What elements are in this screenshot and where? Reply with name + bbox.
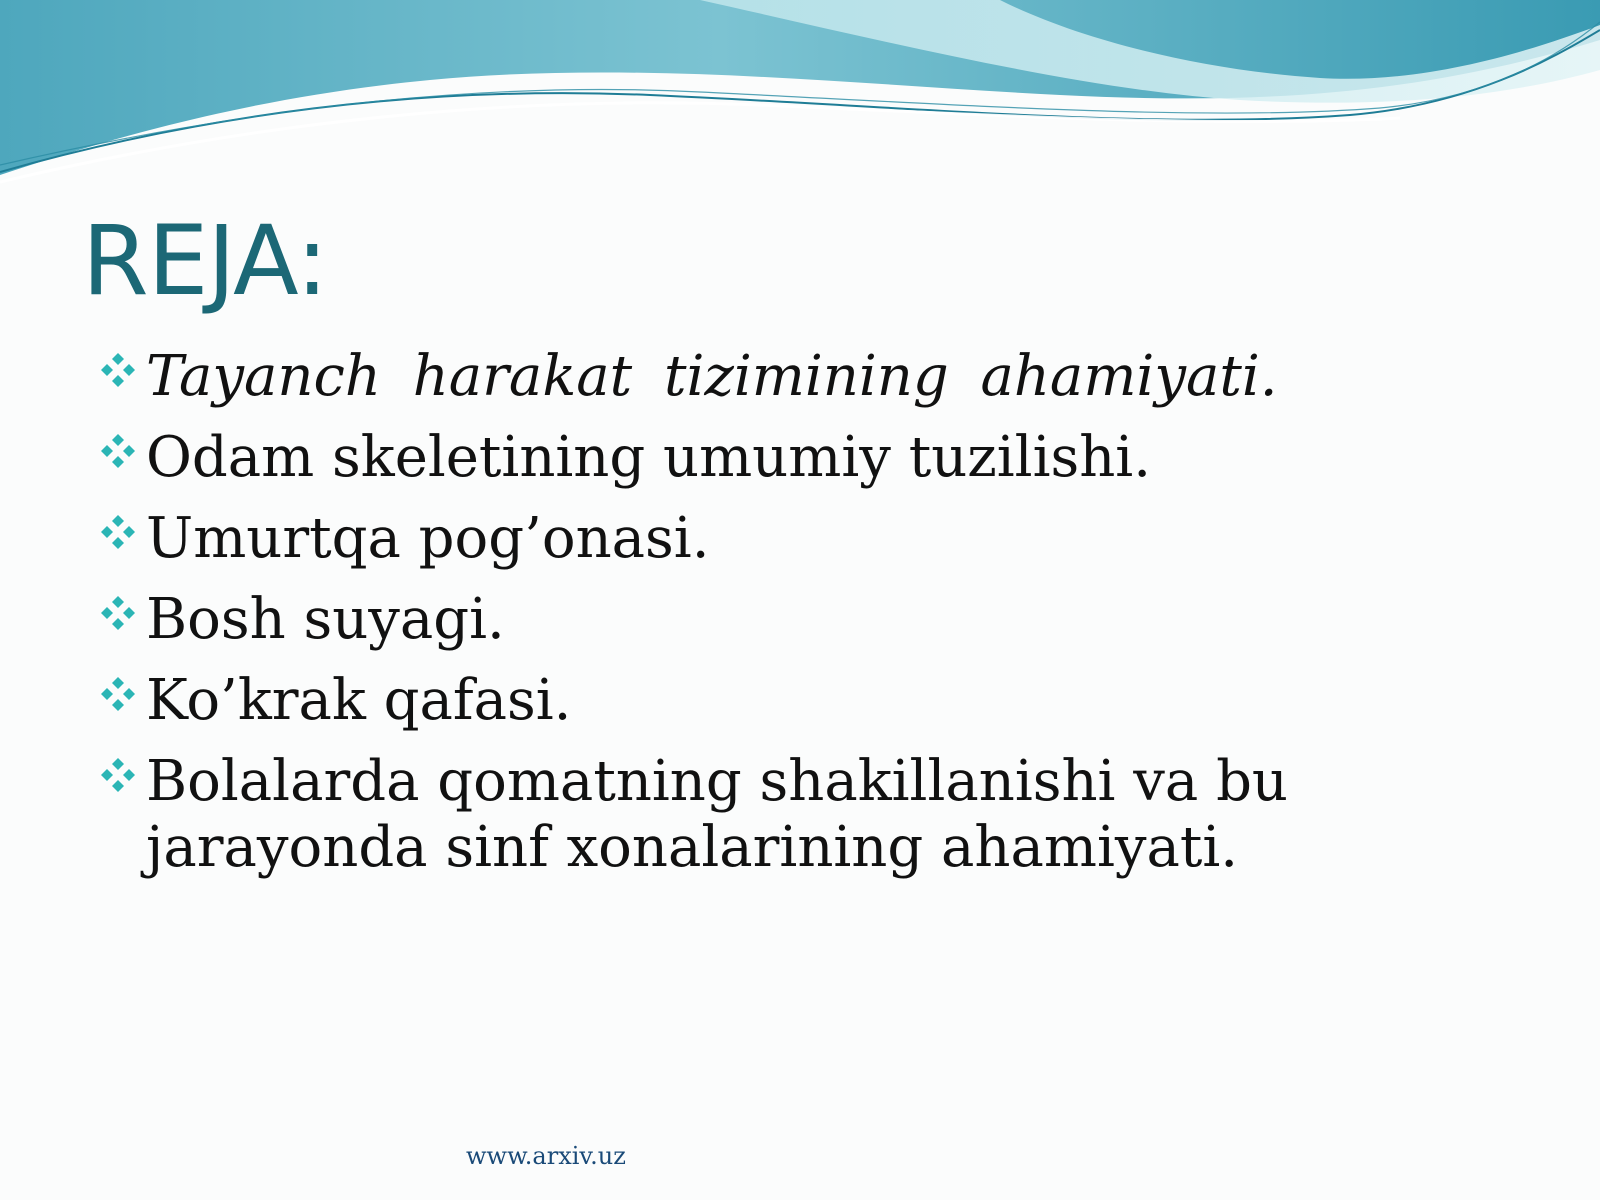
four-diamond-bullet-icon [98,512,138,552]
plan-item-text: Tayanch harakat tizimining ahamiyati. [146,344,1278,409]
plan-item [98,587,1398,653]
plan-item-text: Odam skeletining umumiy tuzilishi. [146,425,1152,490]
slide-title: REJA: [82,205,328,317]
plan-list [98,344,1398,896]
plan-item-text: Ko’krak qafasi. [146,668,572,733]
plan-item-text: Umurtqa pog’onasi. [146,506,710,571]
four-diamond-bullet-icon [98,755,138,795]
plan-item [98,506,1398,572]
plan-item [98,344,1398,410]
wave-header-decoration [0,0,1600,190]
plan-item-text: Bosh suyagi. [146,587,505,652]
four-diamond-bullet-icon [98,593,138,633]
four-diamond-bullet-icon [98,674,138,714]
four-diamond-bullet-icon [98,431,138,471]
four-diamond-bullet-icon [98,350,138,390]
footer-link[interactable]: www.arxiv.uz [466,1142,626,1170]
plan-item-text: Bolalarda qomatning shakillanishi va bu jarayonda sinf xonalarining ahamiyati. [146,749,1288,880]
plan-item [98,425,1398,491]
plan-item [98,749,1398,881]
plan-item [98,668,1398,734]
